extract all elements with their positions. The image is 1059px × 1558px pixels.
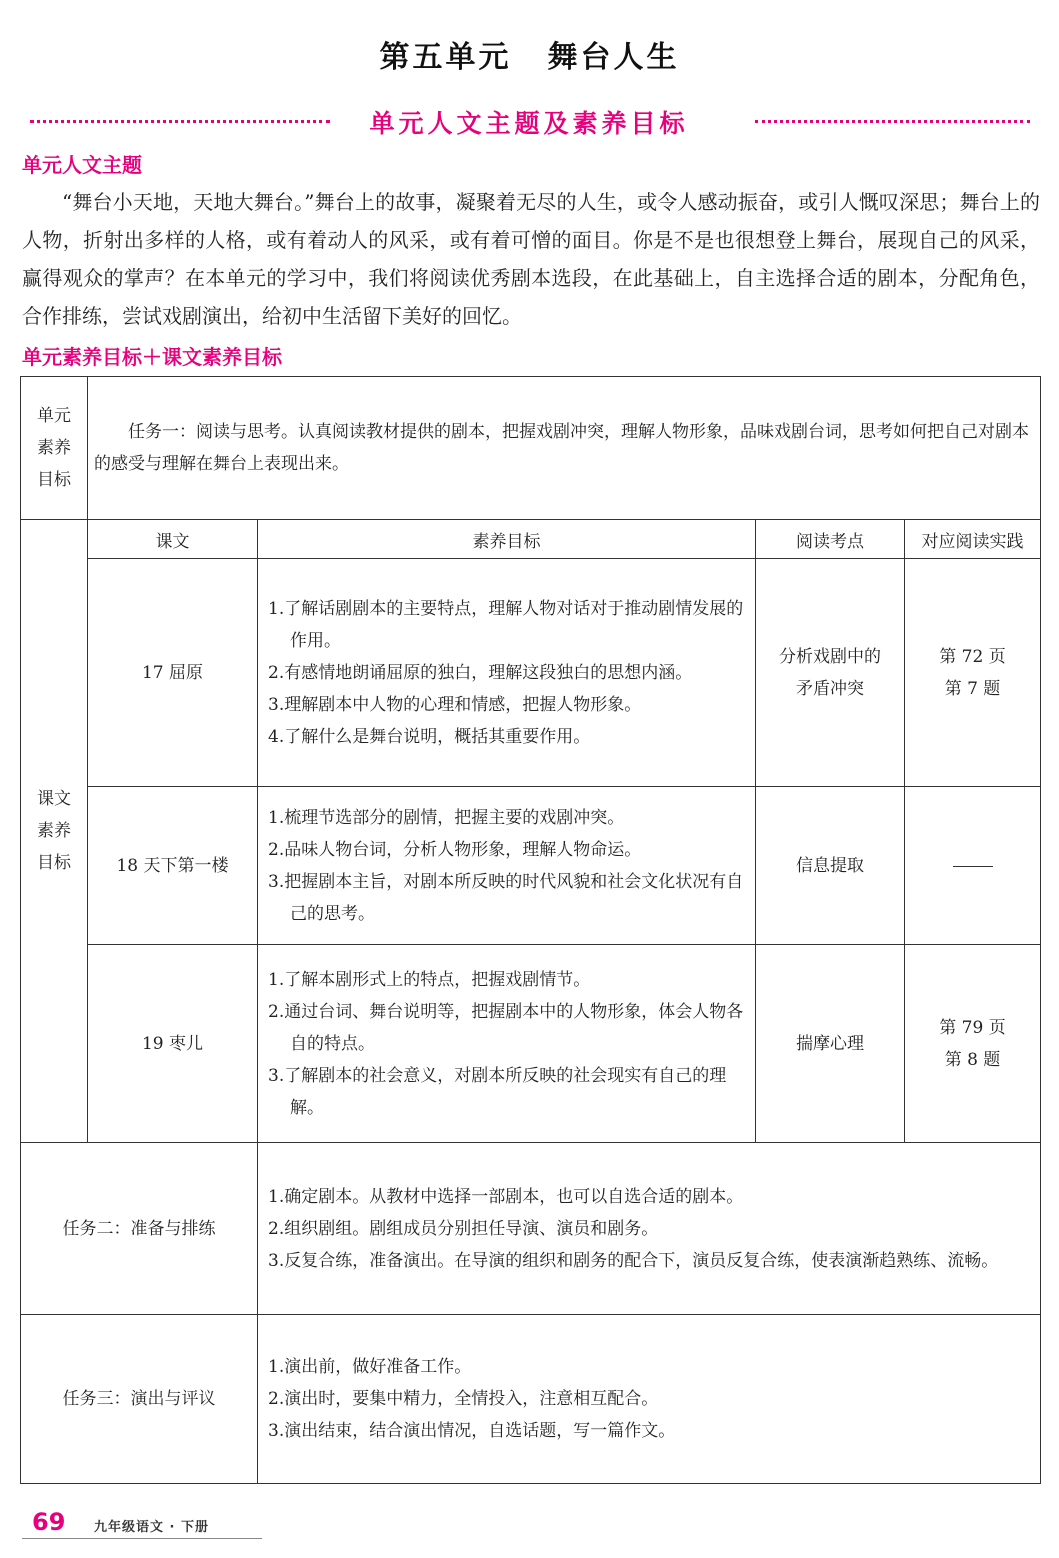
section-banner: [20, 104, 1038, 138]
lesson-row: [21, 559, 1041, 787]
task3-row: [21, 1315, 1041, 1484]
lesson-row: [21, 945, 1041, 1143]
task-item: 3.演出结束，结合演出情况，自选话题，写一篇作文。: [268, 1421, 676, 1441]
lesson-goals: [258, 787, 756, 945]
footer-rule: [22, 1538, 262, 1539]
label-line: 单元: [37, 406, 71, 426]
reading-practice-empty: [905, 787, 1041, 945]
goals-table: [20, 376, 1041, 1484]
label-line: 素养: [37, 438, 71, 458]
goal-item: 1.了解本剧形式上的特点，把握戏剧情节。: [268, 969, 591, 990]
unit-goal-label: [21, 377, 88, 520]
header-practice: 对应阅读实践: [905, 520, 1041, 559]
goal-item: 2.品味人物台词，分析人物形象，理解人物命运。: [268, 839, 642, 860]
task-item: 3.反复合练，准备演出。在导演的组织和剧务的配合下，演员反复合练，使表演渐趋熟练、流畅。: [268, 1250, 999, 1271]
goal-item: 2.通过台词、舞台说明等，把握剧本中的人物形象，体会人物各自的特点。: [268, 1001, 744, 1054]
text-goal-label: [21, 520, 88, 1143]
task1-text: 任务一：阅读与思考。认真阅读教材提供的剧本，把握戏剧冲突，理解人物形象，品味戏剧台词，思考如何把自己对剧本的感受与理解在舞台上表现出来。: [88, 377, 1041, 520]
task2-label: 任务二：准备与排练: [21, 1143, 258, 1315]
humanities-theme-text: “舞台小天地，天地大舞台。”舞台上的故事，凝聚着无尽的人生，或令人感动振奋，或引人慨叹深思；舞台上的人物，折射出多样的人格，或有着动人的风采，或有着可憎的面目。你是不是也很想登上舞台，展现自己的风采，赢得观众的掌声？在本单元的学习中，我们将阅读优秀剧本选段，在此基础上，自主选择合适的剧本，分配角色，合作排练，尝试戏剧演出，给初中生活留下美好的回忆。: [22, 190, 1040, 328]
practice-question: 第 8 题: [944, 1049, 1001, 1070]
label-line: 课文: [37, 789, 71, 809]
lesson-goals: [258, 945, 756, 1143]
book-name: 九年级语文 · 下册: [94, 1520, 209, 1535]
task-item: 1.确定剧本。从教材中选择一部剧本，也可以自选合适的剧本。: [268, 1186, 744, 1207]
goal-item: 3.了解剧本的社会意义，对剧本所反映的社会现实有自己的理解。: [268, 1065, 727, 1118]
goal-item: 1.梳理节选部分的剧情，把握主要的戏剧冲突。: [268, 807, 625, 828]
banner-dots-right: [755, 120, 1030, 123]
unit-goal-label-text: [21, 400, 87, 496]
lesson-name: 17 屈原: [88, 559, 258, 787]
goal-item: 1.了解话剧剧本的主要特点，理解人物对话对于推动剧情发展的作用。: [268, 598, 744, 651]
practice-page: 第 72 页: [939, 646, 1006, 667]
dash-mark: [953, 866, 993, 867]
task-item: 2.组织剧组。剧组成员分别担任导演、演员和剧务。: [268, 1218, 659, 1239]
page-footer: [22, 1508, 262, 1544]
goal-item: 3.把握剧本主旨，对剧本所反映的时代风貌和社会文化状况有自己的思考。: [268, 871, 744, 924]
humanities-theme-heading: 单元人文主题: [22, 153, 142, 177]
unit-number: 第五单元: [379, 40, 512, 75]
task3-items: [258, 1315, 1041, 1484]
header-goals: 素养目标: [258, 520, 756, 559]
page-title: [0, 32, 1059, 76]
header-row: [21, 520, 1041, 559]
unit-goal-row: [21, 377, 1041, 520]
practice-page: 第 79 页: [939, 1017, 1006, 1038]
banner-text: 单元人文主题及素养目标: [369, 109, 689, 138]
task2-items: [258, 1143, 1041, 1315]
task3-label: 任务三：演出与评议: [21, 1315, 258, 1484]
label-line: 素养: [37, 821, 71, 841]
header-point: 阅读考点: [756, 520, 905, 559]
text-goal-label-text: [21, 783, 87, 879]
task2-row: [21, 1143, 1041, 1315]
page-number: 69: [32, 1508, 66, 1536]
lesson-name: 19 枣儿: [88, 945, 258, 1143]
header-lesson: 课文: [88, 520, 258, 559]
reading-point: 揣摩心理: [756, 945, 905, 1143]
goal-item: 3.理解剧本中人物的心理和情感，把握人物形象。: [268, 694, 642, 715]
reading-point: 信息提取: [756, 787, 905, 945]
unit-name: 舞台人生: [547, 40, 680, 75]
goal-item: 4.了解什么是舞台说明，概括其重要作用。: [268, 726, 591, 747]
label-line: 目标: [37, 853, 71, 873]
lesson-name: 18 天下第一楼: [88, 787, 258, 945]
lesson-goals: [258, 559, 756, 787]
practice-question: 第 7 题: [944, 678, 1001, 699]
literacy-goals-heading: 单元素养目标＋课文素养目标: [22, 345, 282, 369]
task-item: 2.演出时，要集中精力，全情投入，注意相互配合。: [268, 1389, 659, 1409]
reading-practice: [905, 945, 1041, 1143]
label-line: 目标: [37, 470, 71, 490]
reading-practice: [905, 559, 1041, 787]
goal-item: 2.有感情地朗诵屈原的独白，理解这段独白的思想内涵。: [268, 662, 693, 683]
reading-point: 分析戏剧中的矛盾冲突: [756, 559, 905, 787]
task-item: 1.演出前，做好准备工作。: [268, 1357, 472, 1377]
lesson-row: [21, 787, 1041, 945]
